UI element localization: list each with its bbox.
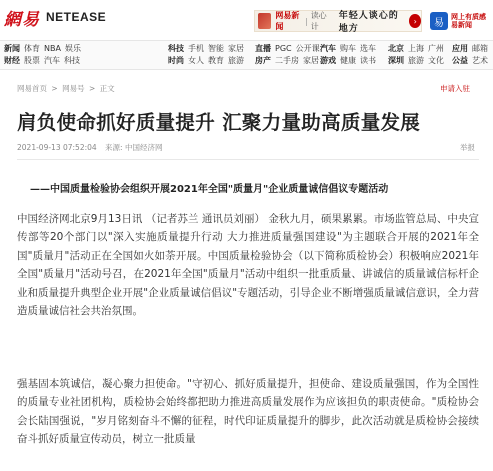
- channel-nav: [0, 40, 493, 70]
- top-header: [0, 0, 493, 36]
- nav-group-apps: [452, 43, 492, 67]
- nav-item[interactable]: 旅游: [228, 56, 244, 65]
- nav-item[interactable]: 股票: [24, 56, 40, 65]
- nav-item[interactable]: 上海: [408, 44, 424, 53]
- nav-item[interactable]: 读书: [360, 56, 376, 65]
- ad-tag: 读心计: [310, 11, 327, 31]
- nav-item[interactable]: 选车: [360, 44, 376, 53]
- article-source: 来源: 中国经济网: [105, 143, 163, 152]
- nav-item[interactable]: 购车: [340, 44, 356, 53]
- nav-group-news: [4, 43, 85, 67]
- nav-item[interactable]: 公开课: [295, 44, 320, 53]
- nav-item[interactable]: PGC: [275, 44, 292, 53]
- nav-item[interactable]: 应用: [452, 44, 468, 53]
- nav-item[interactable]: 文化: [428, 56, 444, 65]
- breadcrumb-home[interactable]: 网易首页: [17, 84, 47, 93]
- nav-item[interactable]: 汽车: [44, 56, 60, 65]
- nav-item[interactable]: 时尚: [168, 56, 184, 65]
- nav-item[interactable]: 公益: [452, 56, 468, 65]
- nav-item[interactable]: 邮箱: [472, 44, 488, 53]
- nav-item[interactable]: 家居: [228, 44, 244, 53]
- breadcrumb-sep: >: [51, 84, 58, 93]
- logo-cn: 網易: [4, 9, 40, 30]
- nav-item[interactable]: NBA: [44, 44, 61, 53]
- nav-item[interactable]: 汽车: [320, 44, 336, 53]
- nav-item[interactable]: 健康: [340, 56, 356, 65]
- apply-join-link[interactable]: 申请入驻: [440, 84, 470, 93]
- promo-line2: 易新闻: [451, 21, 472, 29]
- nav-item[interactable]: 智能: [208, 44, 224, 53]
- nav-item[interactable]: 科技: [64, 56, 80, 65]
- logo-en: NETEASE: [46, 10, 107, 24]
- promo-line1: 网上有质感: [451, 13, 486, 21]
- nav-item[interactable]: 女人: [188, 56, 204, 65]
- nav-item[interactable]: 科技: [168, 44, 184, 53]
- nav-item[interactable]: 广州: [428, 44, 444, 53]
- divider: [17, 159, 479, 160]
- report-link[interactable]: 举报: [460, 143, 475, 152]
- article-meta: [17, 142, 168, 153]
- nav-item[interactable]: 游戏: [320, 56, 336, 65]
- nav-item[interactable]: 旅游: [408, 56, 424, 65]
- nav-item[interactable]: 财经: [4, 56, 20, 65]
- article-paragraph: 强基固本筑诚信，凝心聚力担使命。"守初心、抓好质量提升，担使命、建设质量强国，作为全国性的质量专业社团机构，质检协会始终都把助力推进高质量发展作为应该担负的职责使命。"质检协会会长陆国强说，"岁月铭刻奋斗不懈的征程，时代印证质量提升的脚步，此次活动就是质检协会接续奋斗抓好质量宣传动员，树立一批质量: [17, 378, 479, 446]
- nav-group-live: [255, 43, 324, 67]
- nav-item[interactable]: 新闻: [4, 44, 20, 53]
- nav-item[interactable]: 艺术: [472, 56, 488, 65]
- nav-item[interactable]: 房产: [255, 56, 271, 65]
- nav-item[interactable]: 娱乐: [64, 44, 81, 53]
- promo-badge[interactable]: [430, 9, 490, 33]
- nav-item[interactable]: 家居: [303, 56, 319, 65]
- breadcrumb-sep: >: [88, 84, 96, 93]
- nav-group-tech: [168, 43, 248, 67]
- nav-item[interactable]: 深圳: [388, 56, 404, 65]
- ad-slogan: 年轻人谈心的地方: [338, 11, 399, 34]
- nav-group-auto: [320, 43, 380, 67]
- article-paragraph: 中国经济网北京9月13日讯 （记者苏兰 通讯员刘丽） 金秋九月，硕果累累。市场监管总局、中央宣传部等20个部门以"深入实施质量提升行动 大力推进质量强国建设"为主题联合开展的2021年全国"质量月"活动正在全国如火如荼开展。中国质量检验协会（以下简称质检协会）积极响应2021年全国"质量月"活动号召，在2021年全国"质量月"活动中组织一批重质量、讲诚信的质量诚信标杆企业和质量提升典型企业开展"企业质量诚信倡议"专题活动，引导企业不断增强质量诚信意识，全力营造质量诚信社会共治氛围。: [17, 213, 479, 318]
- ad-arrow-icon[interactable]: ›: [409, 14, 421, 28]
- nav-item[interactable]: 体育: [24, 44, 40, 53]
- nav-item[interactable]: 直播: [255, 44, 271, 53]
- ad-image: [258, 13, 271, 29]
- nav-item[interactable]: 二手房: [275, 56, 299, 65]
- article-subtitle: ——中国质量检验协会组织开展2021年全国"质量月"企业质量诚信倡议专题活动: [30, 184, 389, 195]
- publish-date: 2021-09-13 07:52:04: [17, 143, 97, 152]
- article-title: 肩负使命抓好质量提升 汇聚力量助高质量发展: [17, 111, 421, 134]
- nav-group-city: [388, 43, 448, 67]
- nav-item[interactable]: 手机: [188, 44, 204, 53]
- breadcrumb-current: 正文: [99, 84, 115, 93]
- nav-item[interactable]: 教育: [208, 56, 224, 65]
- nav-item[interactable]: 北京: [388, 44, 404, 53]
- breadcrumb-netease-hao[interactable]: 网易号: [62, 84, 85, 93]
- news-app-icon: 易: [430, 12, 448, 30]
- breadcrumb: [17, 83, 117, 94]
- ad-banner[interactable]: 网易新闻 | 读心计 年轻人谈心的地方 ›: [254, 10, 422, 32]
- ad-brand: 网易新闻: [275, 11, 300, 31]
- netease-logo[interactable]: [4, 6, 106, 28]
